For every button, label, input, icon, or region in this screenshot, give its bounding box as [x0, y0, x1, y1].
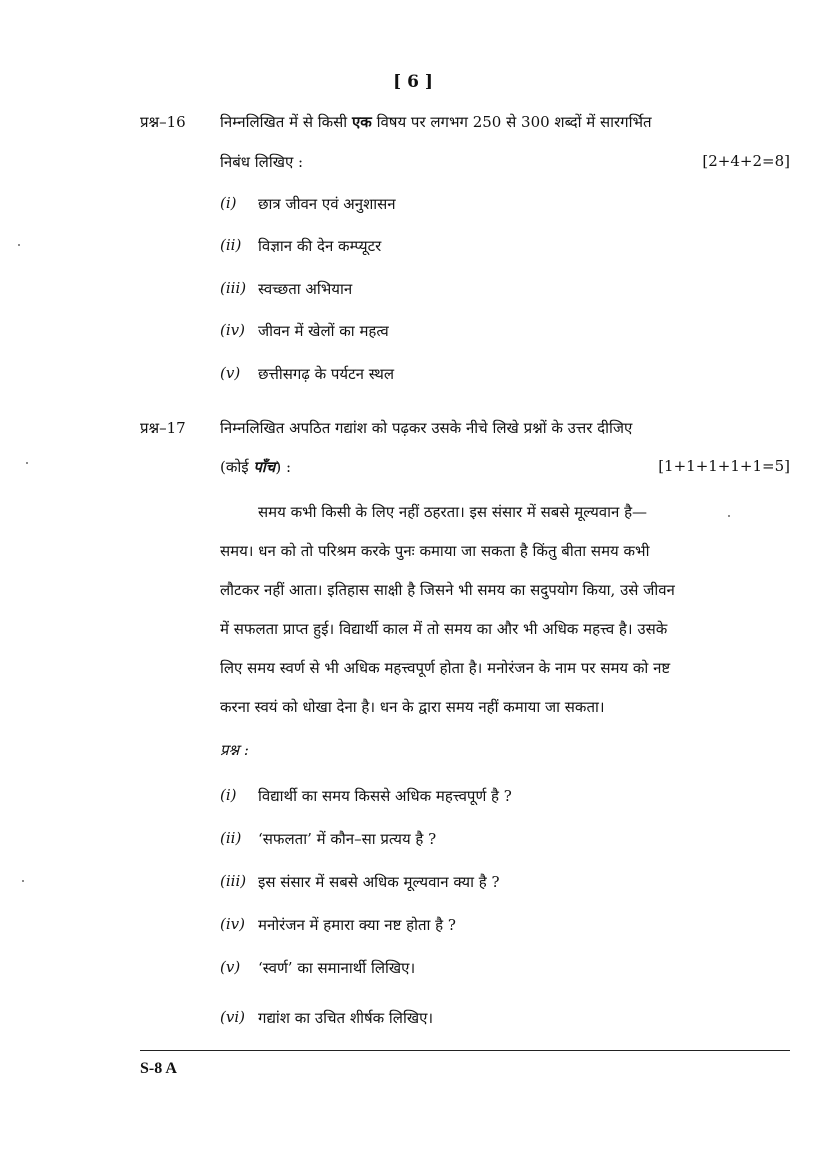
q17-line2-pre: (कोई — [220, 458, 254, 476]
q17-question-4-num: (iv) — [220, 915, 245, 933]
scan-speck — [22, 880, 24, 882]
question-16-prompt-line2: निबंध लिखिए : — [220, 153, 304, 171]
q17-question-3-num: (iii) — [220, 872, 247, 890]
q16-line1-pre: निम्नलिखित में से किसी — [220, 113, 352, 131]
q16-option-2-text: विज्ञान की देन कम्प्यूटर — [258, 237, 382, 255]
question-17-marks: [1+1+1+1+1=5] — [658, 457, 790, 475]
q16-line1-bold: एक — [351, 113, 372, 131]
q17-question-1-num: (i) — [220, 786, 237, 804]
passage-line-5: लिए समय स्वर्ण से भी अधिक महत्त्वपूर्ण होता है। मनोरंजन के नाम पर समय को नष्ट — [220, 659, 671, 677]
question-17-label: प्रश्न–17 — [140, 419, 186, 437]
passage-line-4: में सफलता प्राप्त हुई। विद्यार्थी काल में तो समय का और भी अधिक महत्त्व है। उसके — [220, 620, 668, 638]
q17-line2-bold: पाँच — [253, 458, 276, 476]
passage-line-1: समय कभी किसी के लिए नहीं ठहरता। इस संसार में सबसे मूल्यवान है— — [258, 503, 648, 521]
q16-option-3-text: स्वच्छता अभियान — [258, 280, 353, 298]
q16-option-1-text: छात्र जीवन एवं अनुशासन — [258, 195, 396, 213]
q17-question-6-text: गद्यांश का उचित शीर्षक लिखिए। — [258, 1009, 434, 1027]
question-16-marks: [2+4+2=8] — [702, 152, 790, 170]
q17-question-1-text: विद्यार्थी का समय किससे अधिक महत्त्वपूर्ण है ? — [258, 787, 512, 805]
q16-option-4-num: (iv) — [220, 321, 245, 339]
footer-rule — [140, 1050, 790, 1051]
q16-option-2-num: (ii) — [220, 236, 242, 254]
question-16-prompt-line1 — [220, 112, 652, 132]
q17-question-5-text: ‘स्वर्ण’ का समानार्थी लिखिए। — [258, 959, 416, 977]
q17-line2-post: ) : — [275, 458, 292, 476]
q17-question-3-text: इस संसार में सबसे अधिक मूल्यवान क्या है ? — [258, 873, 500, 891]
passage-line-2: समय। धन को तो परिश्रम करके पुनः कमाया जा सकता है किंतु बीता समय कभी — [220, 542, 650, 560]
q17-question-5-num: (v) — [220, 958, 241, 976]
scan-speck — [18, 244, 20, 246]
q16-option-5-num: (v) — [220, 364, 241, 382]
q17-question-2-num: (ii) — [220, 829, 242, 847]
q17-question-6-num: (vi) — [220, 1008, 245, 1026]
question-17-prompt-line1: निम्नलिखित अपठित गद्यांश को पढ़कर उसके नीचे लिखे प्रश्नों के उत्तर दीजिए — [220, 419, 633, 437]
page-number: [ 6 ] — [393, 72, 433, 92]
q16-option-4-text: जीवन में खेलों का महत्व — [258, 322, 389, 340]
passage-line-6: करना स्वयं को धोखा देना है। धन के द्वारा समय नहीं कमाया जा सकता। — [220, 698, 605, 716]
q16-option-5-text: छत्तीसगढ़ के पर्यटन स्थल — [258, 365, 395, 383]
question-16-label: प्रश्न–16 — [140, 113, 186, 131]
q17-question-2-text: ‘सफलता’ में कौन–सा प्रत्यय है ? — [258, 830, 437, 848]
questions-heading: प्रश्न : — [220, 741, 249, 759]
q16-option-1-num: (i) — [220, 194, 237, 212]
passage-line-3: लौटकर नहीं आता। इतिहास साक्षी है जिसने भी समय का सदुपयोग किया, उसे जीवन — [220, 581, 675, 599]
q16-option-3-num: (iii) — [220, 279, 247, 297]
paper-code: S-8 A — [140, 1060, 177, 1077]
question-17-prompt-line2 — [220, 457, 291, 477]
scan-speck — [26, 462, 28, 464]
q17-question-4-text: मनोरंजन में हमारा क्या नष्ट होता है ? — [258, 916, 456, 934]
q16-line1-post: विषय पर लगभग 250 से 300 शब्दों में सारगर्भित — [371, 113, 652, 131]
scan-speck — [728, 515, 730, 517]
